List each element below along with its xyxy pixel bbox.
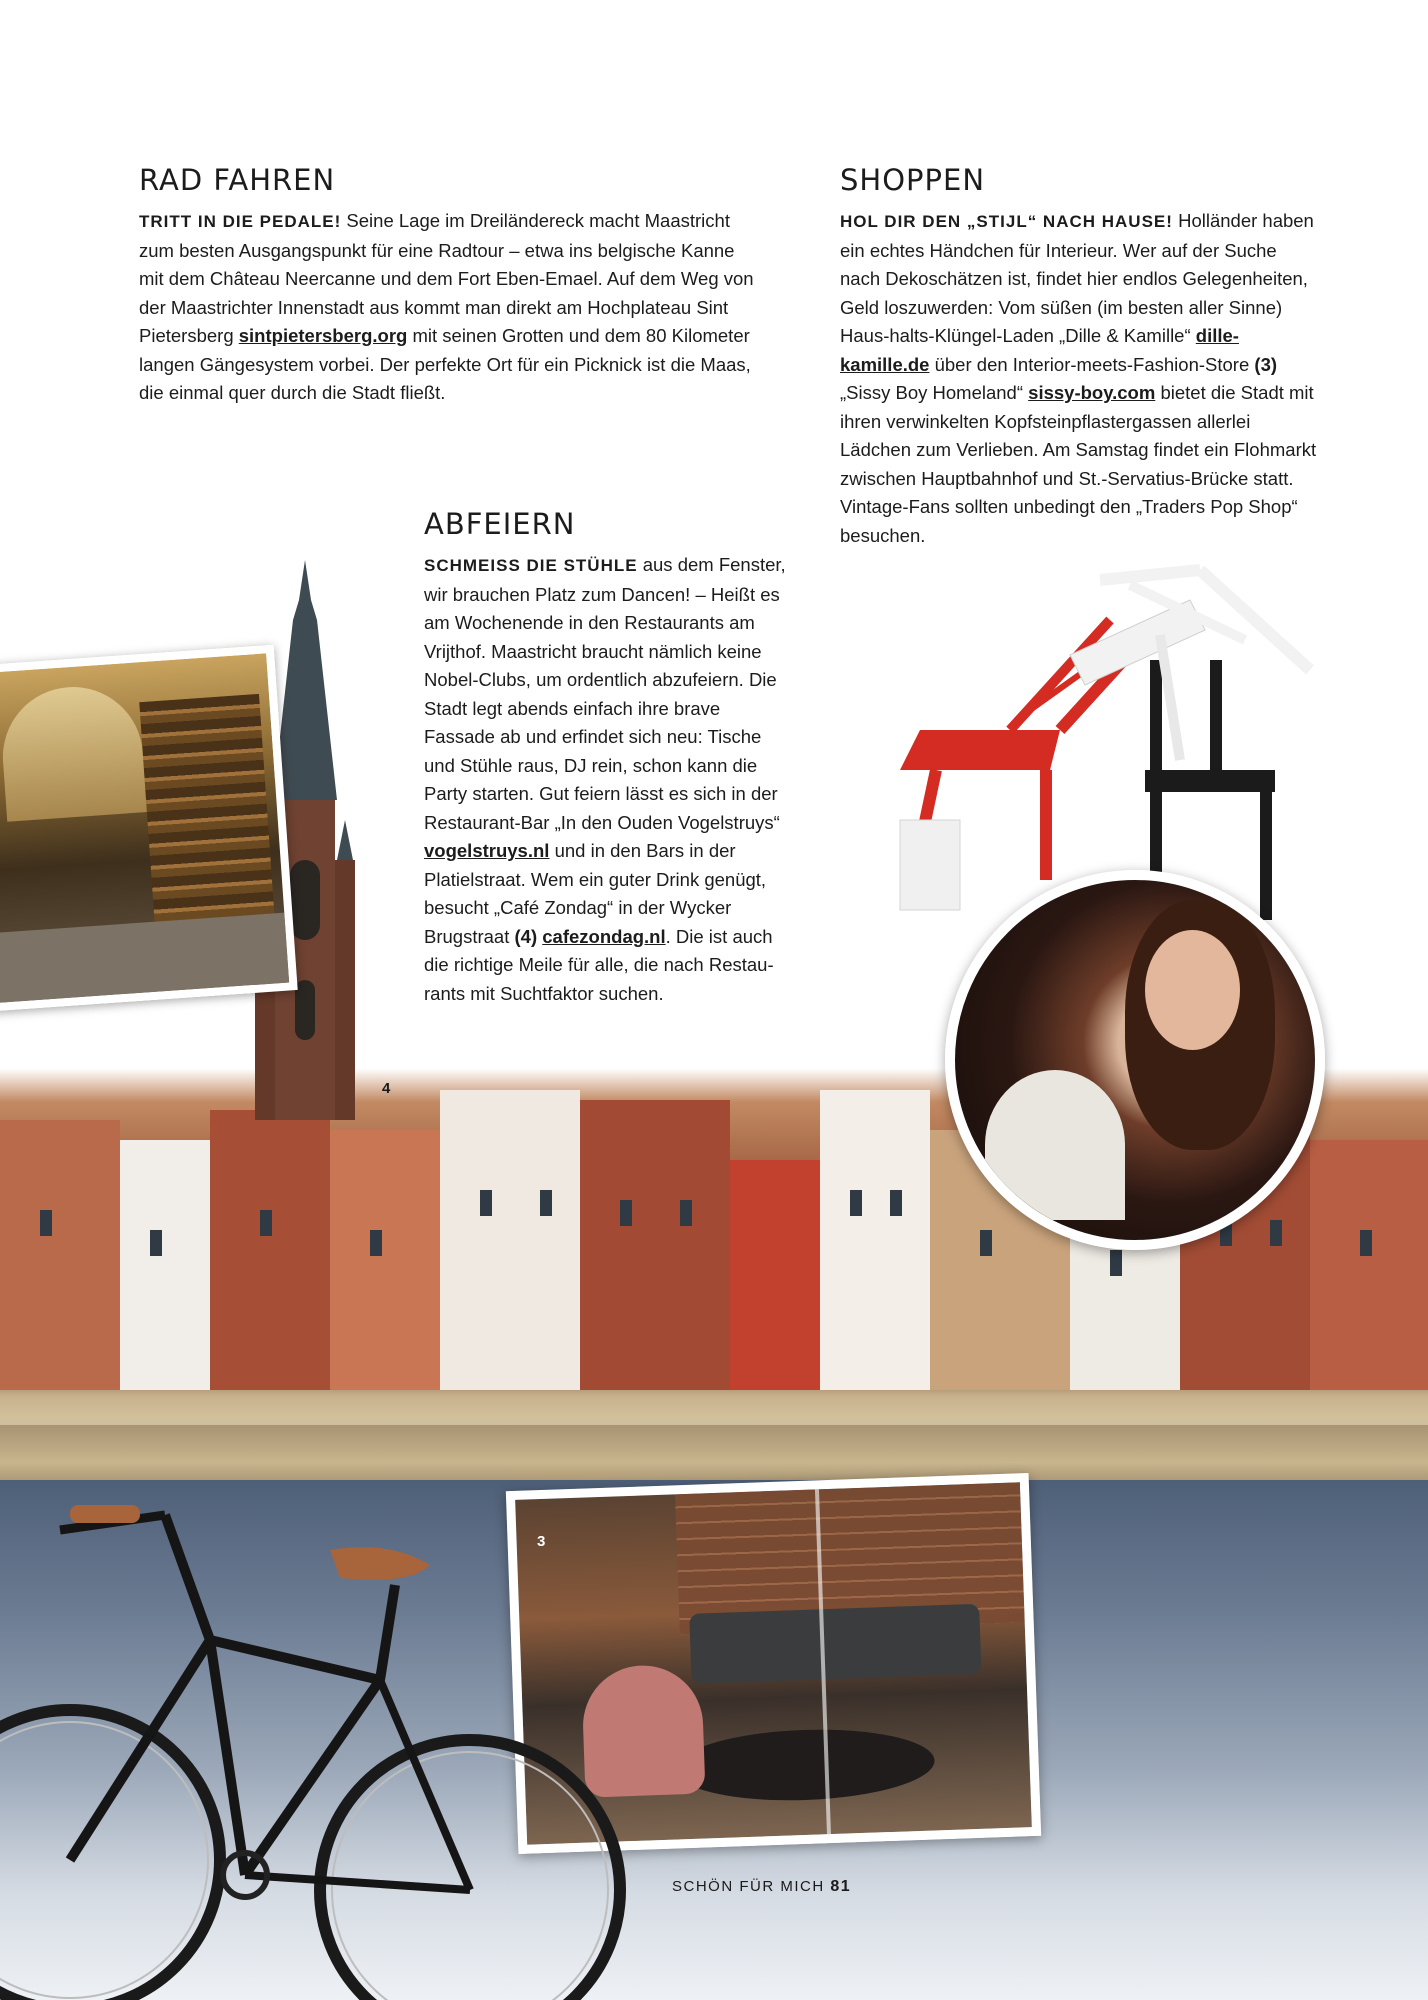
link-sissy-boy[interactable]: sissy-boy.com xyxy=(1028,382,1156,403)
window xyxy=(850,1190,862,1216)
image-ref: (3) xyxy=(1254,353,1278,375)
section-body xyxy=(840,207,1320,550)
house xyxy=(1310,1140,1428,1390)
floor xyxy=(0,913,289,1003)
rug xyxy=(673,1725,935,1804)
lead-text: HOL DIR DEN „STIJL“ NACH HAUSE! xyxy=(840,212,1173,231)
shirt xyxy=(985,1070,1125,1220)
window xyxy=(150,1230,162,1256)
lead-text: SCHMEISS DIE STÜHLE xyxy=(424,556,638,575)
section-title: RAD FAHREN xyxy=(139,163,336,197)
sofa xyxy=(689,1604,981,1684)
window xyxy=(540,1190,552,1216)
image-number-4: 4 xyxy=(382,1080,391,1097)
section-title: SHOPPEN xyxy=(840,163,986,197)
window xyxy=(260,1210,272,1236)
body-text: „Sissy Boy Homeland“ xyxy=(840,382,1029,403)
lead-text: TRITT IN DIE PEDALE! xyxy=(139,212,342,231)
window xyxy=(890,1190,902,1216)
section-shoppen xyxy=(840,163,1320,550)
house xyxy=(330,1130,440,1390)
image-number-3: 3 xyxy=(537,1533,546,1550)
link-vogelstruys[interactable]: vogelstruys.nl xyxy=(424,840,550,861)
body-text: bietet die Stadt mit ihren verwinkelten Kopfsteinpflastergassen allerlei Lädchen zum Verlieben. Am Samstag findet ein Flohmarkt zwischen Hauptbahnhof und St.-Servatius-Brücke statt. Vintage-Fans sollten unbedingt den „Traders Pop Shop“ besuchen. xyxy=(840,382,1317,546)
body-text: mit seinen Grotten und dem 80 Kilometer langen Gängesystem vorbei. Der perfekte Ort für ein Picknick ist die Maas, die einmal quer durch die Stadt fließt. xyxy=(139,325,751,403)
body-text: Seine Lage im Dreiländereck macht Maastricht zum besten Ausgangspunkt für eine Radtour – etwa ins belgische Kanne mit dem Château Neercanne und dem Fort Eben-Emael. Auf dem Weg von der Maastrichter Innenstadt aus kommt man direkt am Hochplateau Sint Pietersberg xyxy=(139,210,754,346)
party-photo xyxy=(945,870,1325,1250)
window xyxy=(1270,1220,1282,1246)
window xyxy=(1360,1230,1372,1256)
page-number: 81 xyxy=(830,1878,852,1895)
section-abfeiern xyxy=(424,507,794,1008)
window xyxy=(370,1230,382,1256)
link-cafezondag[interactable]: cafezondag.nl xyxy=(542,925,666,947)
house xyxy=(730,1160,820,1390)
section-body xyxy=(139,207,759,408)
section-body xyxy=(424,551,794,1008)
house xyxy=(820,1090,930,1390)
page-footer xyxy=(672,1878,851,1896)
body-text: Holländer haben ein echtes Händchen für Interieur. Wer auf der Suche nach Dekoschätzen ist, findet hier endlos Gelegenheiten, Geld loszuwerden: Vom süßen (im besten aller Sinne) Haus-halts-Klüngel-Laden „Dille & Kamille“ xyxy=(840,210,1314,346)
link-sintpietersberg[interactable]: sintpietersberg.org xyxy=(238,325,408,346)
window xyxy=(980,1230,992,1256)
image-ref: (4) xyxy=(514,925,538,947)
house xyxy=(210,1110,330,1390)
body-text: und in den Bars in der Platielstraat. Wem ein guter Drink genügt, besucht „Café Zondag“ in der Wycker Brugstraat xyxy=(424,840,767,947)
bookshelf xyxy=(139,694,275,932)
window xyxy=(680,1200,692,1226)
window xyxy=(620,1200,632,1226)
body-text: . Die ist auch die richtige Meile für alle, die nach Restau-rants mit Suchtfaktor suchen. xyxy=(424,925,774,1004)
house xyxy=(440,1090,580,1390)
window xyxy=(40,1210,52,1236)
window xyxy=(1110,1250,1122,1276)
link-dille-kamille[interactable]: dille-kamille.de xyxy=(840,325,1239,375)
window xyxy=(480,1190,492,1216)
library-photo xyxy=(0,645,298,1012)
body-text: über den Interior-meets-Fashion-Store xyxy=(929,353,1255,375)
bicycle-image xyxy=(0,1490,640,2000)
section-title: ABFEIERN xyxy=(424,507,576,541)
house xyxy=(580,1100,730,1390)
body-text: aus dem Fenster, wir brauchen Platz zum Dancen! – Heißt es am Wochenende in den Restaurants am Vrijthof. Maastricht braucht nämlich keine Nobel-Clubs, um ordentlich abzufeiern. Die Stadt legt abends einfach ihre brave Fassade ab und erfindet sich neu: Tische und Stühle raus, DJ rein, schon kann die Party starten. Gut feiern lässt es sich in der Restaurant-Bar „In den Ouden Vogelstruys“ xyxy=(424,554,786,833)
section-rad-fahren xyxy=(139,163,759,408)
stacked-chairs-image xyxy=(860,560,1320,920)
house xyxy=(0,1120,120,1390)
face xyxy=(1145,930,1240,1050)
house xyxy=(120,1140,210,1390)
arch xyxy=(0,682,147,821)
magazine-name: SCHÖN FÜR MICH xyxy=(672,1878,825,1895)
